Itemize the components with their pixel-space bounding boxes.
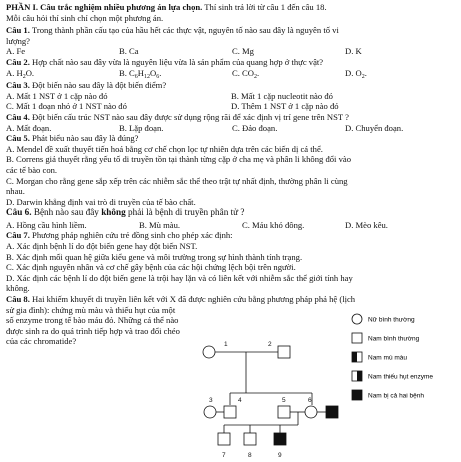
question-3 [6,80,457,91]
question-number: Câu 3. [6,80,30,91]
question-text: Đột biến nào sau đây là đột biến điểm? [32,80,167,91]
question-8 [6,294,457,305]
question-text: Hợp chất nào sau đây vừa là nguyên liệu vừa là sản phẩm của quang hợp ở thực vật? [32,56,324,67]
question-text: phải là bệnh di truyền phân tử ? [128,207,245,218]
legend-label: Nữ bình thường [368,316,415,324]
question-number: Câu 2. [6,56,30,67]
option-a-text: O. [25,67,35,78]
question-5 [6,133,457,144]
option-b[interactable]: B. Correns giả thuyết rằng yếu tố di truyền tồn tại thành từng cặp ở cha mẹ và phân li không đổi vào [6,154,351,165]
option-b[interactable]: B. Mất 1 cặp nucleotit nào đó [231,90,333,101]
option-c[interactable]: C. Đảo đoạn. [232,122,278,133]
option-c[interactable]: C. Morgan cho rằng gene sắp xếp trên các nhiễm sắc thể theo trật tự nhất định, thường phân li cùng [6,175,348,186]
document-page [6,2,457,347]
option-b-cont[interactable]: các tế bào con. [6,164,58,175]
legend-colorblind-fill [352,352,357,362]
option-b-text: O [149,67,157,78]
option-a[interactable]: A. Mất đoạn. [6,122,52,133]
pedigree-label-2: 2 [268,341,272,348]
question-text: Bệnh nào sau đây [33,207,99,218]
pedigree-label-8: 8 [248,452,252,459]
option-a[interactable]: A. Mendel đề xuất thuyết tiến hoá bằng cơ chế chọn lọc tự nhiên dựa trên các biến dị cá thể. [6,143,323,154]
option-c[interactable]: C. Xác định nguyên nhân và cơ chế gây bệnh của các hội chứng lệch bội trên người. [6,262,296,273]
legend-label: Nam thiếu hụt enzyme [368,373,434,381]
option-b-text: . [159,67,162,78]
option-c[interactable]: C. Mg [232,46,254,57]
individual-3-circle [204,406,216,418]
pedigree-label-6: 6 [308,397,312,404]
subscript: 2 [361,73,365,80]
question-text: Phương pháp nghiên cứu trẻ đồng sinh cho phép xác định: [32,230,233,241]
question-2 [6,57,457,68]
section-title: PHẦN I. Câu trắc nghiệm nhiều phương án lựa chọn. [6,2,203,12]
options-q1 [6,46,457,57]
option-a[interactable]: A. Hồng cầu hình liềm. [6,219,87,230]
pedigree-label-4: 4 [238,397,242,404]
pedigree-label-7: 7 [222,452,226,459]
question-7 [6,230,457,241]
individual-6-circle [305,406,317,418]
question-text-cont: lượng? [6,35,30,46]
options-q3-row1 [6,91,457,102]
individual-7-square [218,433,230,445]
option-d-text: . [364,67,367,78]
subscript: 2 [253,73,257,80]
question-number: Câu 5. [6,133,30,144]
options-q2 [6,68,457,79]
options-q6 [6,220,457,231]
option-a[interactable]: A. Fe [6,46,26,57]
legend-label: Nam bình thường [368,335,420,343]
option-c[interactable]: C. Mất 1 đoạn nhỏ ở 1 NST nào đó [6,101,127,112]
pedigree-label-1: 1 [224,341,228,348]
subscript: 2 [22,73,26,80]
option-d[interactable]: D. Chuyển đoạn. [345,122,404,133]
question-6 [6,207,457,218]
option-c[interactable] [232,68,345,79]
option-a[interactable]: A. Xác định bệnh lí do đột biến gene hay đột biến NST. [6,241,198,252]
question-number: Câu 8. [6,294,30,305]
question-number: Câu 4. [6,111,30,122]
pedigree-lines [214,352,326,433]
individual-1-circle [203,346,215,358]
option-d[interactable]: D. Mèo kêu. [345,219,388,230]
legend-enzyme-fill [357,371,362,381]
pedigree-label-9: 9 [278,452,282,459]
option-b[interactable]: B. Mù màu. [139,219,181,230]
individual-4-square [224,406,236,418]
option-d-cont[interactable]: không. [6,283,30,294]
legend-label: Nam mù màu [368,354,408,362]
individual-2-square [278,346,290,358]
option-b[interactable]: B. Lặp đoạn. [119,122,164,133]
question-4 [6,112,457,123]
question-number: Câu 1. [6,25,30,36]
legend-female-normal-icon [352,314,362,324]
option-d-text: D. O [345,67,362,78]
options-q3-row2 [6,101,457,112]
legend-label: Nam bị cả hai bệnh [368,392,425,400]
question-text: Đột biến cấu trúc NST nào sau đây được sử dụng rộng rãi để xác định vị trí gene trên NST ? [32,111,349,122]
pedigree-chart [180,309,461,461]
question-text: Trong thành phần cấu tạo của hầu hết các thực vật, nguyên tố nào sau đây là nguyên tố vi [31,25,339,36]
pedigree-label-3: 3 [209,397,213,404]
question-number: Câu 7. [6,230,30,241]
option-d[interactable]: D. K [345,46,362,57]
section-instruction-2: Mỗi câu hỏi thí sinh chỉ chọn một phương án. [6,12,164,23]
pedigree-legend [352,314,433,400]
option-a-text: A. H [6,67,23,78]
question-1 [6,25,457,36]
option-c[interactable]: C. Máu khó đông. [242,219,305,230]
option-c-text: . [256,67,260,78]
options-q4 [6,123,457,134]
question-text: Hai khiếm khuyết di truyền liên kết với X đã được nghiên cứu bằng phương pháp phả hệ (lịch [32,294,356,305]
individual-affected-square [326,406,338,418]
individual-5-square [278,406,290,418]
legend-both-diseases-icon [352,390,362,400]
option-c-text: C. CO [232,67,254,78]
option-b-text: B. C [119,67,135,78]
option-a[interactable]: A. Mất 1 NST ở 1 cặp nào đó [6,90,108,101]
subscript: 12 [143,73,150,80]
option-a[interactable] [6,68,119,79]
section-header [6,2,457,13]
option-d[interactable]: D. Xác định các bệnh lí do đột biến gene là trội hay lặn và có liên kết với nhiễm sắc thể giới tính hay [6,272,353,283]
question-number: Câu 6. [6,207,32,218]
option-b[interactable]: B. Ca [119,46,139,57]
option-c-cont[interactable]: nhau. [6,186,25,197]
subscript: 6 [134,73,138,80]
option-d[interactable]: D. Darwin khẳng định vai trò di truyền của tế bào chất. [6,196,196,207]
section-instruction: Thí sinh trả lời từ câu 1 đến câu 18. [204,2,327,12]
question-text: Phát biểu nào sau đây là đúng? [32,133,139,144]
legend-male-normal-icon [352,333,362,343]
option-d[interactable]: D. Thêm 1 NST ở 1 cặp nào đó [231,101,339,112]
option-b[interactable] [119,68,232,79]
option-d[interactable] [345,68,367,79]
question-text-emphasis: không [101,207,126,218]
subscript: 6 [156,73,160,80]
option-b-text: H [137,67,144,78]
individual-8-square [244,433,256,445]
pedigree-label-5: 5 [282,397,286,404]
question-text-cont: sử gia đình): chứng mù màu và thiếu hụt của một số enzyme trong tế bào máu đỏ. Những cá thể nào được sinh ra do quá trình tiếp hợp và trao đổi chéo của các chromatide? [6,304,180,347]
individual-9-square [274,433,286,445]
option-b[interactable]: B. Xác định mối quan hệ giữa kiểu gene và môi trường trong sự hình thành tính trạng. [6,251,303,262]
